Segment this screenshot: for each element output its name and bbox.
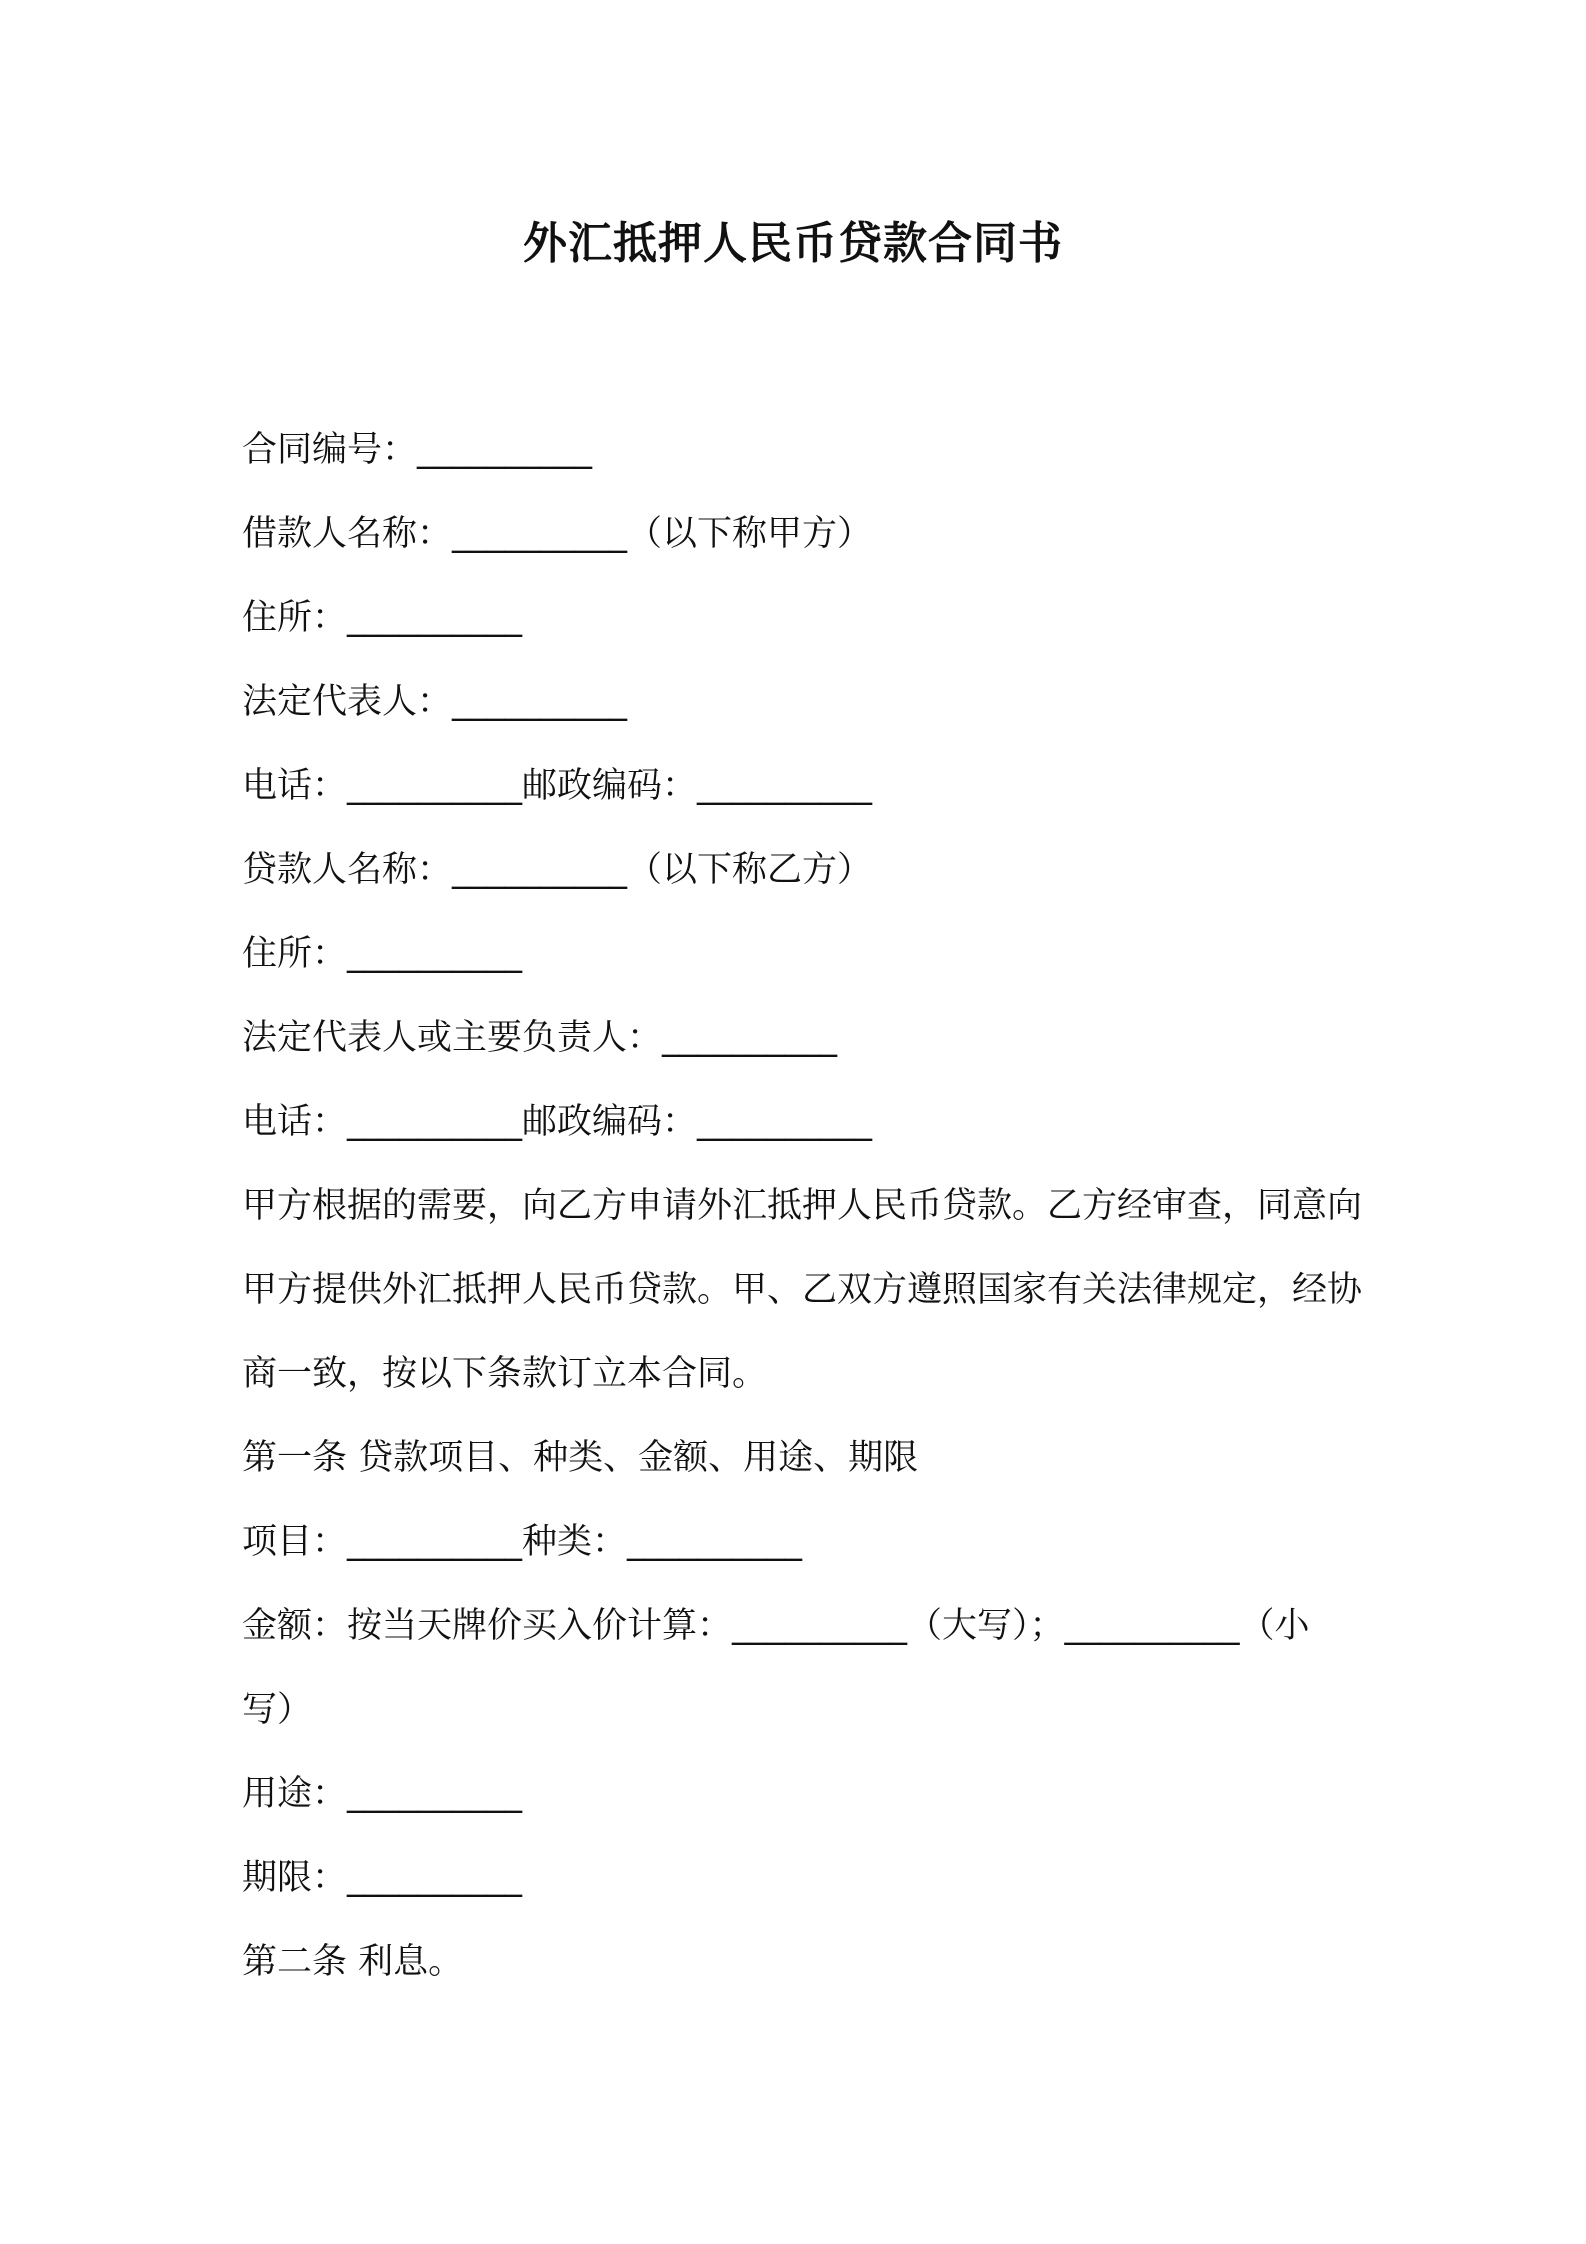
- lender-name-line: 贷款人名称：__________（以下称乙方）: [242, 850, 873, 890]
- intro-paragraph: 甲方根据的需要，向乙方申请外汇抵押人民币贷款。乙方经审查，同意向甲方提供外汇抵押人民币贷款。甲、乙双方遵照国家有关法律规定，经协商一致，按以下条款订立本合同。: [242, 1186, 1363, 1394]
- contract-number-line: 合同编号：__________: [242, 430, 593, 470]
- article-1-amount-line: 金额：按当天牌价买入价计算：__________（大写）；__________（小写）: [242, 1606, 1310, 1730]
- borrower-legal-rep-line: 法定代表人：__________: [242, 682, 628, 722]
- article-1-term-line: 期限：__________: [242, 1858, 523, 1898]
- borrower-phone-postcode-line: 电话：__________邮政编码：__________: [242, 766, 873, 806]
- article-1-item-type-line: 项目：__________种类：__________: [242, 1522, 803, 1562]
- article-1-purpose-line: 用途：__________: [242, 1774, 523, 1814]
- document-body: [242, 408, 1362, 2004]
- lender-address-line: 住所：__________: [242, 934, 523, 974]
- article-2-heading: 第二条 利息。: [242, 1942, 464, 1982]
- lender-phone-postcode-line: 电话：__________邮政编码：__________: [242, 1102, 873, 1142]
- borrower-name-line: 借款人名称：__________（以下称甲方）: [242, 514, 873, 554]
- article-1-heading: 第一条 贷款项目、种类、金额、用途、期限: [242, 1438, 919, 1478]
- borrower-address-line: 住所：__________: [242, 598, 523, 638]
- lender-legal-rep-line: 法定代表人或主要负责人：__________: [242, 1018, 838, 1058]
- document-title: 外汇抵押人民币贷款合同书: [523, 218, 1063, 269]
